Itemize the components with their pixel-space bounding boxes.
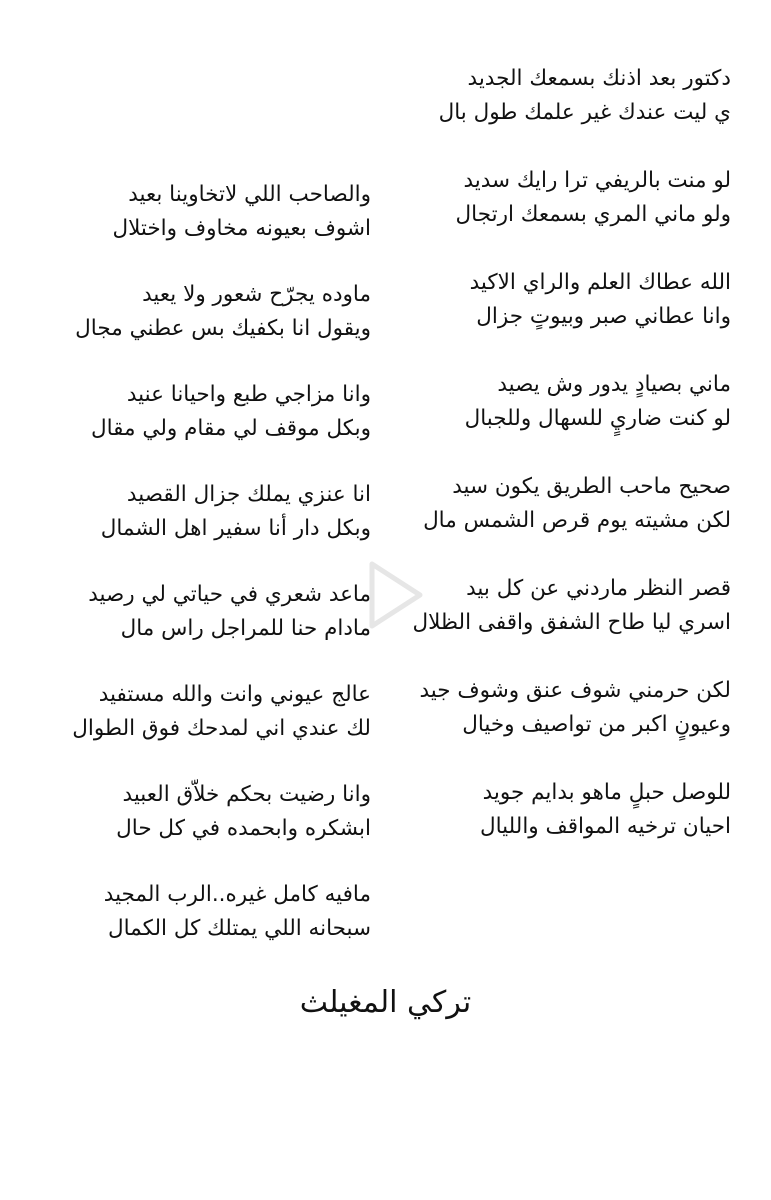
- stanza-l3: [31, 378, 371, 446]
- verse-line: ماوده يجرّح شعور ولا يعيد: [142, 282, 371, 307]
- verse-line: قصر النظر ماردني عن كل بيد: [466, 576, 731, 601]
- verse-line: وبكل موقف لي مقام ولي مقال: [91, 416, 371, 441]
- stanza-l5: [31, 578, 371, 646]
- verse-line: والصاحب اللي لاتخاوينا بعيد: [128, 182, 371, 207]
- stanza-l8: [31, 878, 371, 946]
- verse-line: وانا رضيت بحكم خلاّق العبيد: [122, 782, 371, 807]
- stanza-l7: [31, 778, 371, 846]
- verse-line: احيان ترخيه المواقف والليال: [480, 814, 731, 839]
- verse-line: اسري ليا طاح الشفق واقفى الظلال: [412, 610, 731, 635]
- verse-line: اشوف بعيونه مخاوف واختلال: [112, 216, 371, 241]
- verse-line: مادام حنا للمراجل راس مال: [120, 616, 371, 641]
- verse-line: لو منت بالريفي ترا رايك سديد: [463, 168, 731, 193]
- stanza-r4: [371, 368, 731, 436]
- verse-line: مافيه كامل غيره..الرب المجيد: [103, 882, 371, 907]
- verse-line: صحيح ماحب الطريق يكون سيد: [452, 474, 731, 499]
- poem-left-column: [31, 178, 371, 978]
- stanza-l6: [31, 678, 371, 746]
- stanza-l1: [31, 178, 371, 246]
- verse-line: لك عندي اني لمدحك فوق الطوال: [72, 716, 371, 741]
- verse-line: ماني بصيادٍ يدور وش يصيد: [497, 372, 731, 397]
- verse-line: عالج عيوني وانت والله مستفيد: [98, 682, 371, 707]
- play-icon[interactable]: [368, 560, 424, 630]
- stanza-l4: [31, 478, 371, 546]
- stanza-r6: [371, 572, 731, 640]
- verse-line: وبكل دار أنا سفير اهل الشمال: [100, 516, 371, 541]
- verse-line: لكن مشيته يوم قرص الشمس مال: [423, 508, 731, 533]
- poem-right-column: [371, 62, 731, 878]
- stanza-r7: [371, 674, 731, 742]
- stanza-r3: [371, 266, 731, 334]
- verse-line: للوصل حبلٍ ماهو بدايم جويد: [482, 780, 731, 805]
- verse-line: دكتور بعد اذنك بسمعك الجديد: [467, 66, 731, 91]
- poet-signature: تركي المغيلث: [299, 985, 472, 1020]
- verse-line: ماعد شعري في حياتي لي رصيد: [88, 582, 371, 607]
- verse-line: ويقول انا بكفيك بس عطني مجال: [75, 316, 371, 341]
- verse-line: الله عطاك العلم والراي الاكيد: [469, 270, 731, 295]
- verse-line: ي ليت عندك غير علمك طول بال: [438, 100, 731, 125]
- verse-line: وانا مزاجي طبع واحيانا عنيد: [126, 382, 371, 407]
- verse-line: وعيونٍ اكبر من تواصيف وخيال: [462, 712, 731, 737]
- stanza-r1: [371, 62, 731, 130]
- verse-line: سبحانه اللي يمتلك كل الكمال: [108, 916, 371, 941]
- verse-line: لو كنت ضاريٍ للسهال وللجبال: [464, 406, 731, 431]
- verse-line: وانا عطاني صبر وبيوتٍ جزال: [476, 304, 731, 329]
- verse-line: ولو ماني المري بسمعك ارتجال: [455, 202, 731, 227]
- stanza-l2: [31, 278, 371, 346]
- stanza-r8: [371, 776, 731, 844]
- stanza-r5: [371, 470, 731, 538]
- verse-line: لكن حرمني شوف عنق وشوف جيد: [419, 678, 731, 703]
- stanza-r2: [371, 164, 731, 232]
- verse-line: انا عنزي يملك جزال القصيد: [126, 482, 371, 507]
- verse-line: ابشكره وابحمده في كل حال: [116, 816, 371, 841]
